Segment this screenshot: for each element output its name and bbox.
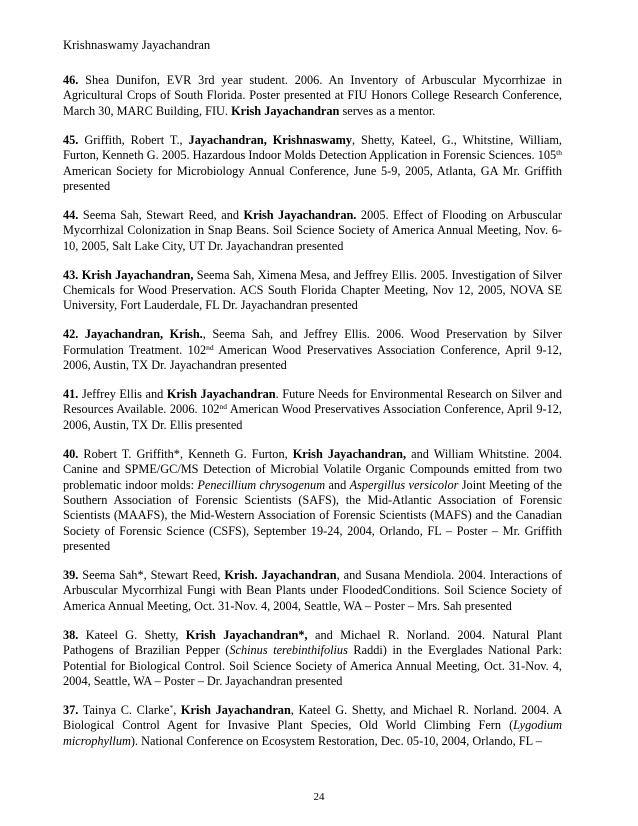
author-highlight: Jayachandran, Krish. xyxy=(84,327,203,342)
entry-number: 40. xyxy=(63,446,79,461)
author-highlight: Krish Jayachandran xyxy=(231,103,340,118)
entry-number: 42. xyxy=(63,327,79,342)
entry-text: , Shetty, Kateel, G., Whitstine, William, Furton, Kenneth G. 2005. Hazardous Indoor Molds Detection Application in Forensic Sciences. 105 xyxy=(63,132,562,163)
superscript: nd xyxy=(219,402,228,412)
entry-text: , and Susana Mendiola. 2004. Interactions of Arbuscular Mycorrhizal Fungi with Bean Plants under FloodedConditions. Soil Science Society of America Annual Meeting, Oct. 31-Nov. 4, 2004, Seattle, WA – Poster – Mrs. Sah presented xyxy=(63,568,562,613)
species-name: Penecillium chrysogenum xyxy=(197,477,326,492)
entry-number: 37. xyxy=(63,702,79,717)
author-highlight: Jayachandran, Krishnaswamy xyxy=(188,132,352,147)
entry-text: American Society for Microbiology Annual Conference, June 5-9, 2005, Atlanta, GA Mr. Griffith presented xyxy=(63,163,562,193)
superscript: th xyxy=(556,148,562,158)
entry-text: Seema Sah, Ximena Mesa, and Jeffrey Ellis. 2005. Investigation of Silver Chemicals for Wood Preservation. ACS South Florida Chapter Meeting, Nov 12, 2005, NOVA SE University, Fort Lauderdale, FL Dr. Jayachandran presented xyxy=(63,267,562,313)
entry-number: 39. xyxy=(63,568,79,583)
entry-text: Jeffrey Ellis and xyxy=(78,387,167,401)
publication-entry xyxy=(63,568,562,614)
entry-text: Seema Sah*, Stewart Reed, xyxy=(78,568,225,583)
publication-list xyxy=(63,73,562,763)
entry-text: serves as a mentor. xyxy=(339,103,436,118)
publication-entry xyxy=(63,73,562,119)
species-name: Schinus terebinthifolius xyxy=(229,643,348,658)
entry-text: American Wood Preservatives Association Conference, April 9-12, 2006, Austin, TX Dr. Jayachandran presented xyxy=(63,342,563,373)
entry-number: 45. xyxy=(63,132,79,147)
entry-text: American Wood Preservatives Association Conference, April 9-12, 2006, Austin, TX Dr. Ellis presented xyxy=(63,402,562,432)
author-highlight: Krish. Jayachandran xyxy=(224,568,337,583)
author-highlight: Krish Jayachandran, xyxy=(292,446,407,461)
entry-text: 2005. Effect of Flooding on Arbuscular Mycorrhizal Colonization in Snap Beans. Soil Science Society of America Annual Meeting, Nov. 6-10, 2005, Salt Lake City, UT Dr. Jayachandran presented xyxy=(63,207,562,253)
publication-entry xyxy=(63,327,562,373)
entry-number: 38. xyxy=(63,627,79,642)
entry-text: Kateel G. Shetty, xyxy=(78,627,186,642)
entry-text: Griffith, Robert T., xyxy=(78,132,189,147)
page-number: 24 xyxy=(313,791,325,803)
entry-text: , Seema Sah, and Jeffrey Ellis. 2006. Wood Preservation by Silver Formulation Treatment. 102 xyxy=(63,327,562,357)
entry-text: Seema Sah, Stewart Reed, and xyxy=(78,207,244,222)
superscript: nd xyxy=(206,342,214,352)
entry-text: and William Whitstine. 2004. Canine and SPME/GC/MS Detection of Microbial Volatile Organic Compounds emitted from two problematic indoor molds: xyxy=(63,446,562,492)
entry-number: 41. xyxy=(63,387,79,401)
entry-text: Robert T. Griffith*, Kenneth G. Furton, xyxy=(78,446,293,461)
publication-entry xyxy=(63,208,562,254)
entry-number: 46. xyxy=(63,73,79,87)
author-highlight: Krish Jayachandran xyxy=(180,702,291,717)
author-highlight: Krish Jayachandran, xyxy=(81,267,194,282)
entry-text: and xyxy=(325,477,350,492)
author-highlight: Krish Jayachandran xyxy=(166,387,276,401)
entry-text: ). National Conference on Ecosystem Restoration, Dec. 05-10, 2004, Orlando, FL – xyxy=(130,733,542,748)
publication-entry xyxy=(63,268,562,314)
entry-text: Joint Meeting of the Southern Association of Forensic Scientists (SAFS), the Mid-Atlantic Association of Forensic Scientists (MAAFS), the Mid-Western Association of Forensic Scientists (MAFS) and the Canadian Society of Forensic Science (CSFS), September 19-24, 2004, Orlando, FL – Poster – Mr. Griffith presented xyxy=(63,477,563,554)
entry-text: Tainya C. Clarke xyxy=(78,702,170,717)
entry-number: 44. xyxy=(63,207,79,222)
publication-entry xyxy=(63,133,562,195)
entry-text: , Kateel G. Shetty, and Michael R. Norland. 2004. A Biological Control Agent for Invasive Plant Species, Old World Climbing Fern ( xyxy=(63,702,562,733)
species-name: Aspergillus versicolor xyxy=(349,477,459,492)
species-name: Lygodium microphyllum xyxy=(63,718,562,748)
entry-text: Raddi) in the Everglades National Park: Potential for Biological Control. Soil Science Society of America Annual Meeting, Oct. 31-Nov. 4, 2004, Seattle, WA – Poster – Dr. Jayachandran presented xyxy=(63,643,562,688)
entry-text: and Michael R. Norland. 2004. Natural Plant Pathogens of Brazilian Pepper ( xyxy=(63,627,562,658)
entry-number: 43. xyxy=(63,267,79,282)
entry-text: , xyxy=(173,702,181,717)
author-highlight: Krish Jayachandran. xyxy=(243,207,357,222)
superscript: * xyxy=(169,702,174,712)
entry-text: . Future Needs for Environmental Research on Silver and Resources Available. 2006. 102 xyxy=(63,387,562,417)
publication-entry xyxy=(63,703,562,749)
author-highlight: Krish Jayachandran*, xyxy=(185,627,308,642)
entry-text: Shea Dunifon, EVR 3rd year student. 2006. An Inventory of Arbuscular Mycorrhizae in Agricultural Crops of South Florida. Poster presented at FIU Honors College Research Conference, March 30, MARC Building, FIU. xyxy=(63,73,562,118)
running-header: Krishnaswamy Jayachandran xyxy=(63,38,211,52)
publication-entry xyxy=(63,628,562,690)
publication-entry xyxy=(63,387,562,433)
publication-entry xyxy=(63,447,562,555)
